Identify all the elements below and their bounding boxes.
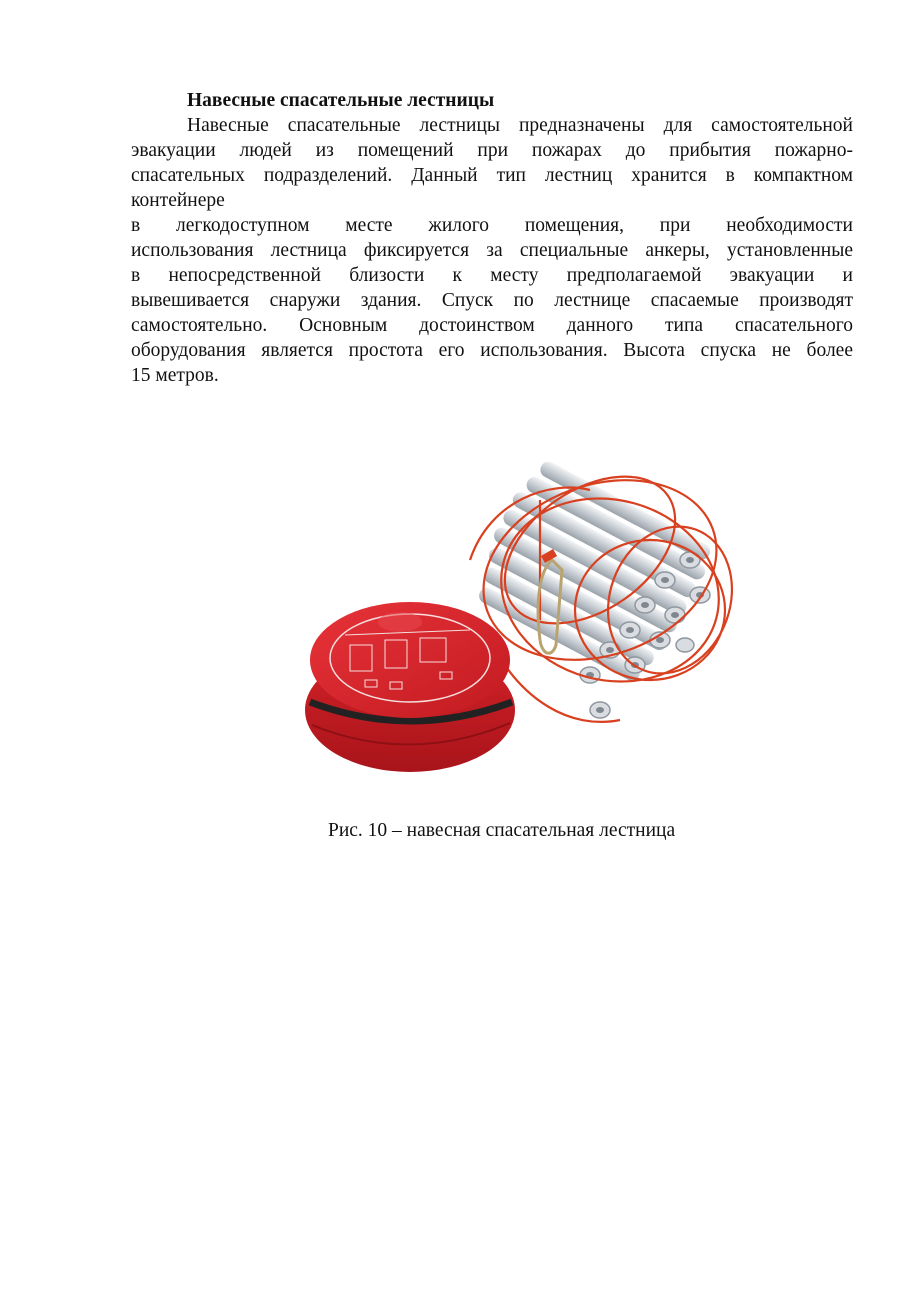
- paragraph-line: спасательных подразделений. Данный тип лестниц хранится в компактном: [131, 165, 853, 186]
- text-block: [131, 88, 853, 388]
- paragraph-line: оборудования является простота его использования. Высота спуска не более: [131, 340, 853, 361]
- paragraph-line: контейнере: [131, 190, 225, 211]
- paragraph-line: эвакуации людей из помещений при пожарах до прибытия пожарно-: [131, 140, 853, 161]
- paragraph-line: самостоятельно. Основным достоинством данного типа спасательного: [131, 315, 853, 336]
- paragraph-line: использования лестница фиксируется за специальные анкеры, установленные: [131, 240, 853, 261]
- figure-caption: Рис. 10 – навесная спасательная лестница: [328, 820, 676, 841]
- section-heading: Навесные спасательные лестницы: [187, 90, 495, 111]
- paragraph-line: 15 метров.: [131, 365, 219, 386]
- paragraph-line: в легкодоступном месте жилого помещения, при необходимости: [131, 215, 853, 236]
- paragraph-line: вывешивается снаружи здания. Спуск по лестнице спасаемые производят: [131, 290, 853, 311]
- paragraph-line: Навесные спасательные лестницы предназначены для самостоятельной: [187, 115, 853, 136]
- body-paragraph: [131, 113, 853, 388]
- paragraph-line: в непосредственной близости к месту предполагаемой эвакуации и: [131, 265, 853, 286]
- storage-bag: [305, 602, 515, 772]
- rescue-ladder-photo: [290, 440, 750, 790]
